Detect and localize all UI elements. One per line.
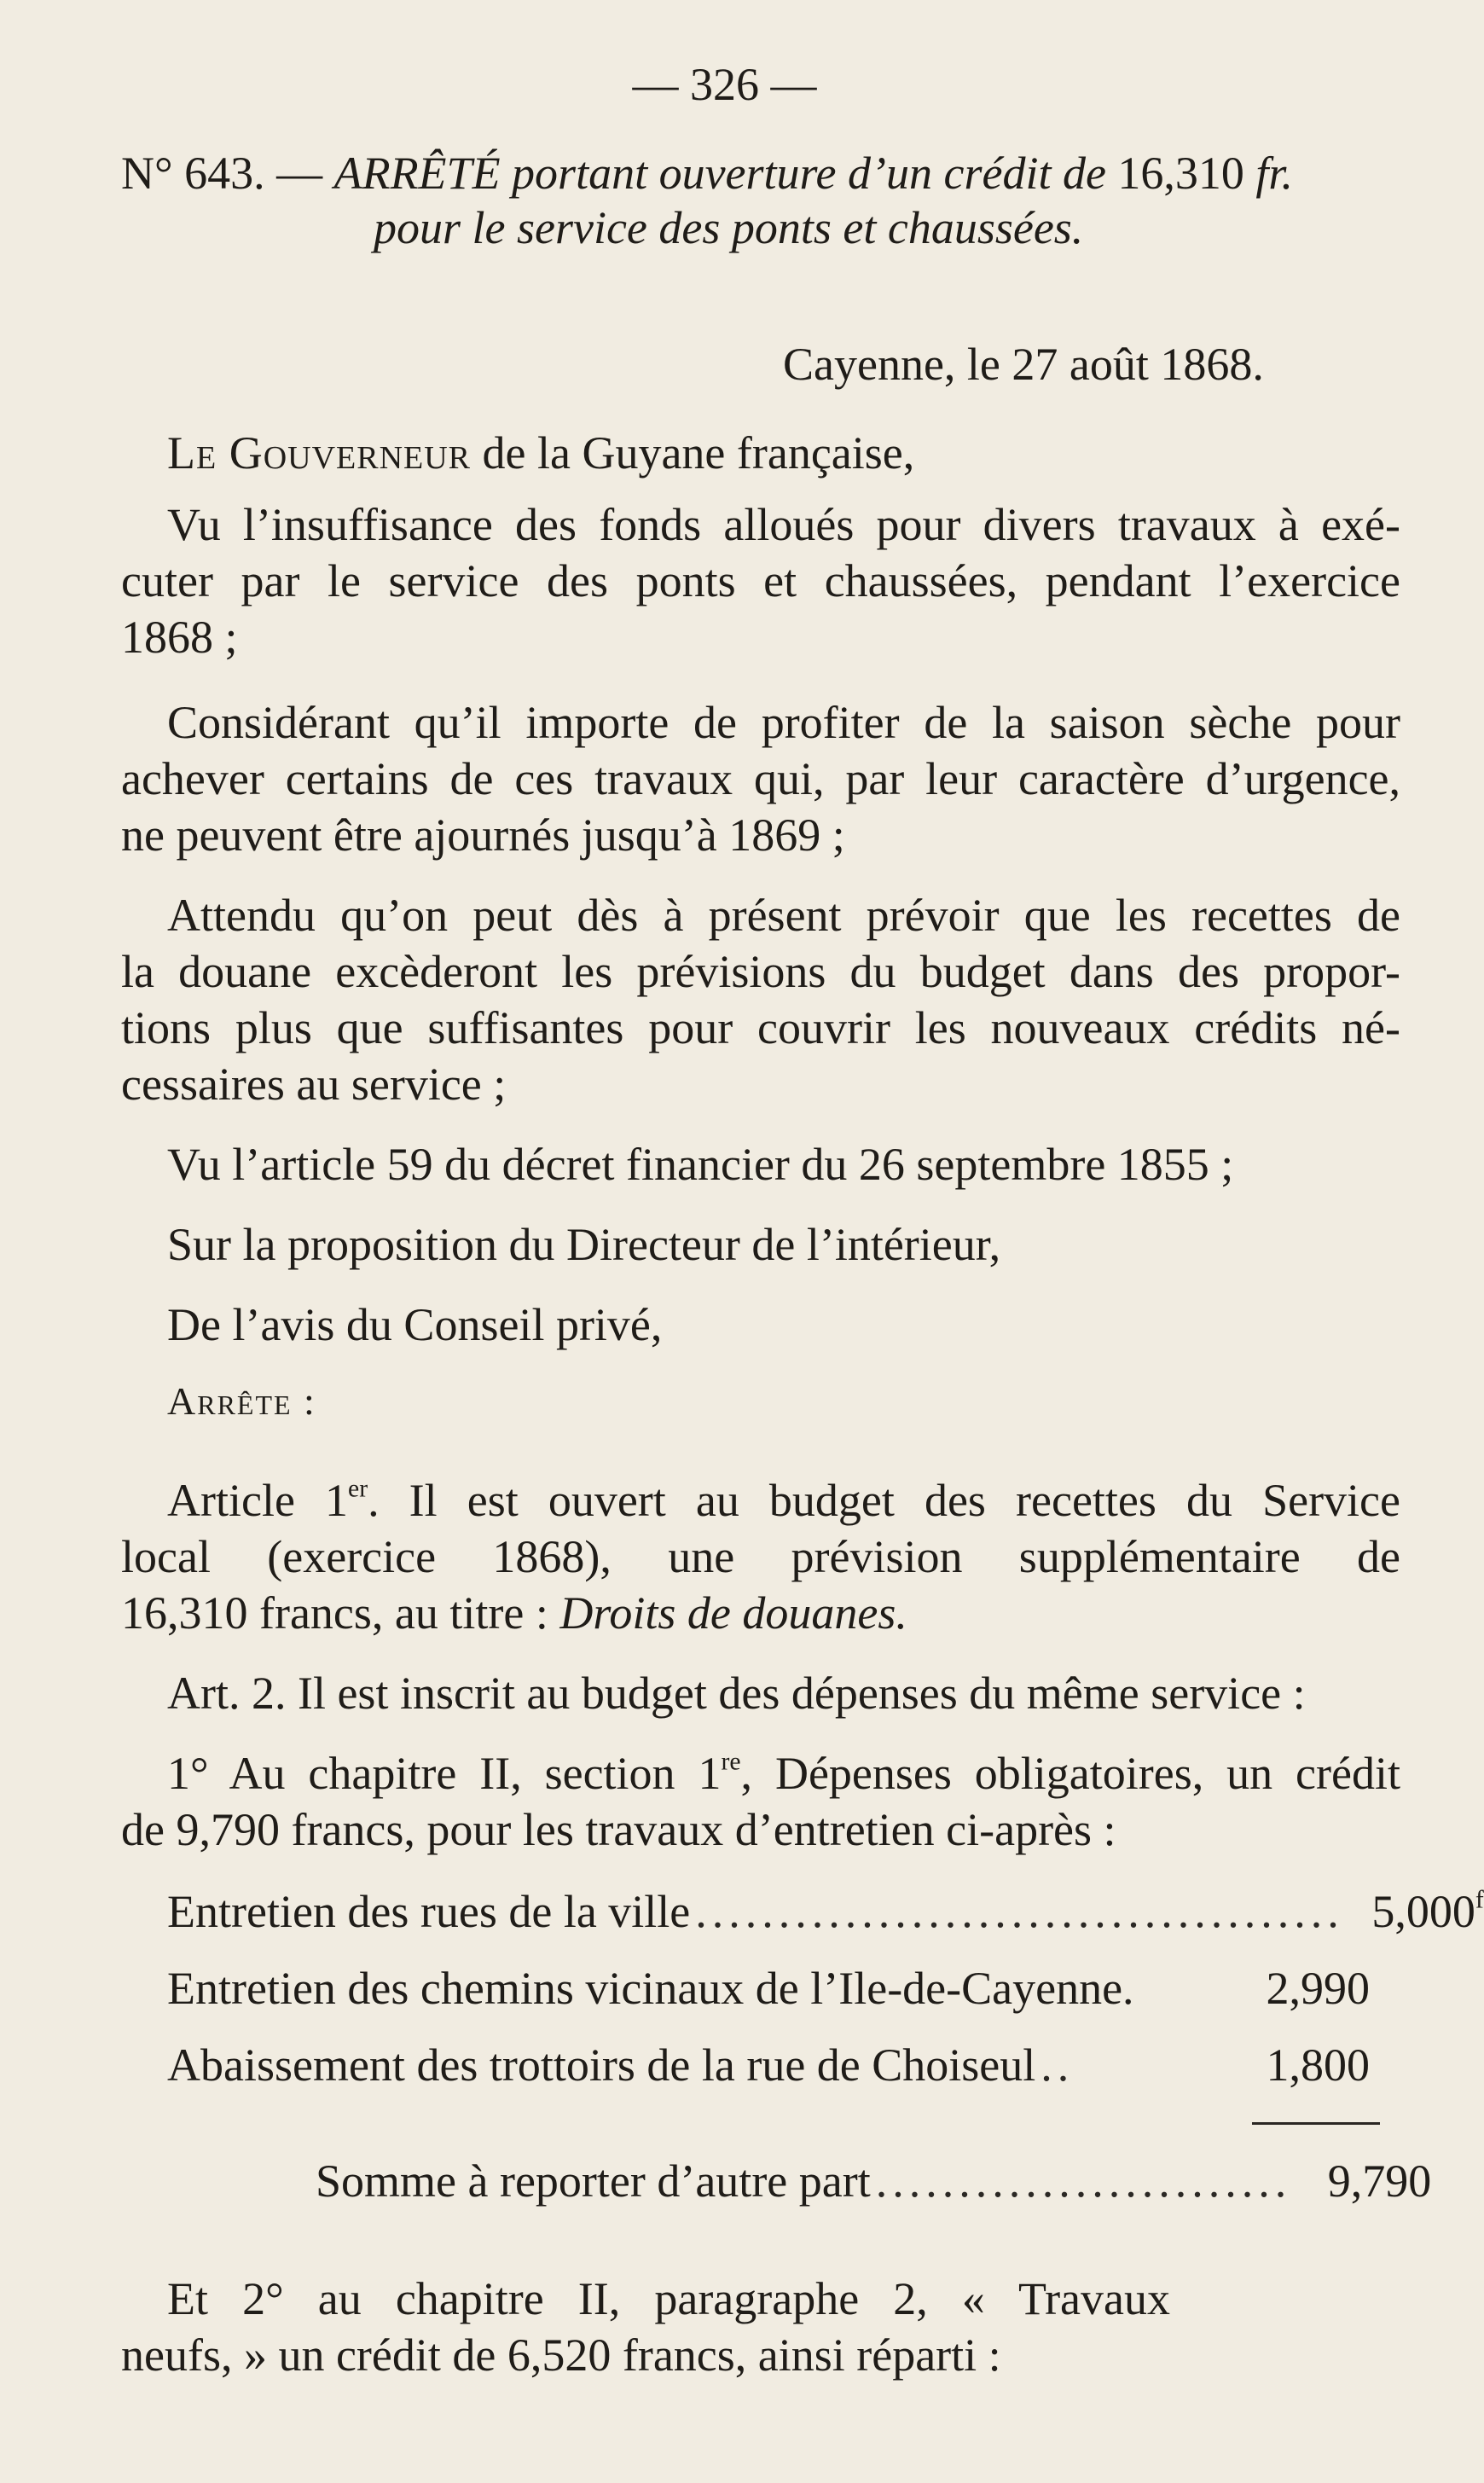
decree-subtitle: pour le service des ponts et chaussées. [374, 202, 1084, 253]
paragraph-considerant-line-3: ne peuvent être ajournés jusqu’à 1869 ; [121, 809, 845, 861]
expense-line-streets [167, 1886, 1484, 1937]
item-2-line-2: neufs, » un crédit de 6,520 francs, ainsi réparti : [121, 2329, 1001, 2381]
governor-line: Le Gouverneur de la Guyane française, [167, 427, 915, 479]
item-1-line-2: de 9,790 francs, pour les travaux d’entretien ci-après : [121, 1804, 1116, 1855]
paragraph-insuffisance-line-3: 1868 ; [121, 612, 238, 663]
paragraph-attendu-line-3: tions plus que suffisantes pour couvrir les nouveaux crédits né- [121, 1002, 1400, 1053]
expense-amount: 1,800 [1266, 2039, 1370, 2091]
paragraph-attendu-line-2: la douane excèderont les prévisions du budget dans des propor- [121, 946, 1400, 997]
article-2: Art. 2. Il est inscrit au budget des dépenses du même service : [167, 1668, 1306, 1719]
expense-label: Abaissement des trottoirs de la rue de Choiseul [167, 2039, 1036, 2091]
expense-line-sidewalks [167, 2039, 1370, 2091]
leader-dots: .. [1041, 2039, 1075, 2091]
paragraph-insuffisance-line-2: cuter par le service des ponts et chaussées, pendant l’exercice [121, 555, 1400, 606]
article-1-line-1: Article 1er. Il est ouvert au budget des recettes du Service [167, 1475, 1400, 1526]
decree-amount: 16,310 [1105, 148, 1256, 199]
article-1-line-3: 16,310 francs, au titre : Droits de douanes. [121, 1587, 907, 1639]
subtotal-amount: 9,790 [1327, 2155, 1432, 2207]
total-rule [1252, 2122, 1380, 2125]
paragraph-article-59: Vu l’article 59 du décret financier du 26 septembre 1855 ; [167, 1139, 1234, 1190]
arrete-heading: Arrête : [167, 1379, 316, 1423]
paragraph-insuffisance-line-1: Vu l’insuffisance des fonds alloués pour divers travaux à exé- [167, 499, 1400, 550]
decree-title: ARRÊTÉ portant ouverture d’un crédit de [333, 148, 1106, 199]
paragraph-attendu-line-4: cessaires au service ; [121, 1059, 507, 1110]
article-1-line-2: local (exercice 1868), une prévision supplémentaire de [121, 1531, 1400, 1582]
paragraph-avis: De l’avis du Conseil privé, [167, 1299, 663, 1350]
decree-number: N° 643. [121, 148, 265, 199]
item-2-line-1: Et 2° au chapitre II, paragraphe 2, « Travaux [167, 2273, 1170, 2324]
paragraph-attendu-line-1: Attendu qu’on peut dès à présent prévoir que les recettes de [167, 890, 1400, 941]
subtotal-label: Somme à reporter d’autre part [316, 2155, 871, 2207]
subtotal-line [316, 2155, 1432, 2207]
page-number: — 326 — [632, 59, 817, 110]
expense-amount: 2,990 [1266, 1963, 1370, 2014]
paragraph-considerant-line-2: achever certains de ces travaux qui, par leur caractère d’urgence, [121, 753, 1400, 804]
paragraph-proposition: Sur la proposition du Directeur de l’intérieur, [167, 1219, 1001, 1270]
paragraph-considerant-line-1: Considérant qu’il importe de profiter de la saison sèche pour [167, 697, 1400, 748]
leader-dots: ....................................... [695, 1886, 1344, 1937]
place-date: Cayenne, le 27 août 1868. [783, 339, 1264, 390]
expense-label: Entretien des chemins vicinaux de l’Ile-de-Cayenne. [167, 1963, 1134, 2014]
expense-line-roads [167, 1963, 1370, 2014]
leader-dots: ......................... [875, 2155, 1292, 2207]
item-1-line-1: 1° Au chapitre II, section 1re, Dépenses obligatoires, un crédit [167, 1748, 1400, 1799]
decree-heading: N° 643. — ARRÊTÉ portant ouverture d’un crédit de 16,310 fr. [121, 148, 1293, 199]
expense-amount: 5,000$^f$ [1371, 1886, 1484, 1937]
expense-label: Entretien des rues de la ville [167, 1886, 691, 1937]
